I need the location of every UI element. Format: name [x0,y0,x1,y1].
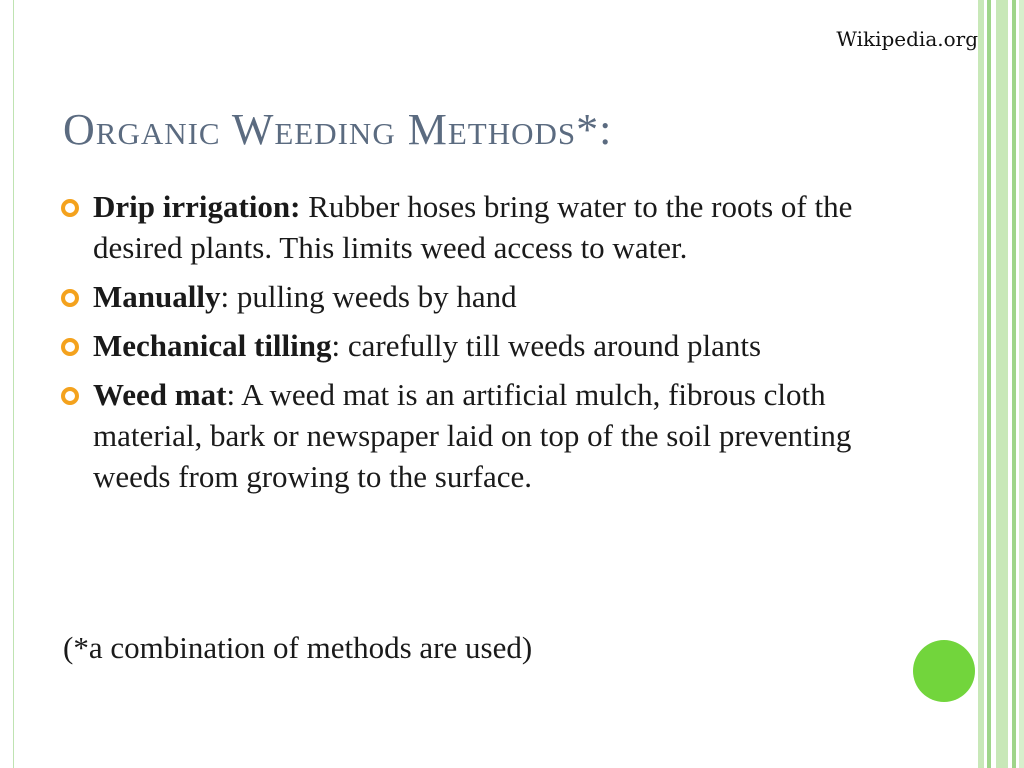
bullet-term: Manually [93,279,221,314]
bullet-item-drip-irrigation [60,186,880,268]
stripe-4 [1012,0,1016,768]
bullet-circle-icon [61,338,79,356]
source-label: Wikipedia.org [836,27,978,51]
bullet-text: : pulling weeds by hand [220,279,517,314]
bullet-term: Mechanical tilling [93,328,332,363]
bullet-circle-icon [61,387,79,405]
stripe-5 [1019,0,1024,768]
bullet-item-mechanical-tilling [60,325,880,366]
bullet-list [60,186,880,505]
bullet-text: : carefully till weeds around plants [331,328,762,363]
stripe-2 [987,0,991,768]
slide-title: Organic Weeding Methods*: [63,105,613,154]
stripe-3 [996,0,1008,768]
footnote: (*a combination of methods are used) [63,630,533,665]
bullet-item-weed-mat [60,374,880,497]
bullet-text: : A weed mat is an artificial mulch, fibrous cloth material, bark or newspaper laid on top of the soil preventing weeds from growing to the surface. [93,377,852,494]
green-circle-decoration [913,640,975,702]
bullet-term: Weed mat [93,377,227,412]
bullet-term: Drip irrigation: [93,189,301,224]
bullet-circle-icon [61,289,79,307]
left-border-stripe [0,0,14,768]
bullet-circle-icon [61,199,79,217]
bullet-text: Rubber hoses bring water to the roots of the desired plants. This limits weed access to water. [93,189,853,265]
bullet-item-manually [60,276,880,317]
stripe-1 [978,0,984,768]
